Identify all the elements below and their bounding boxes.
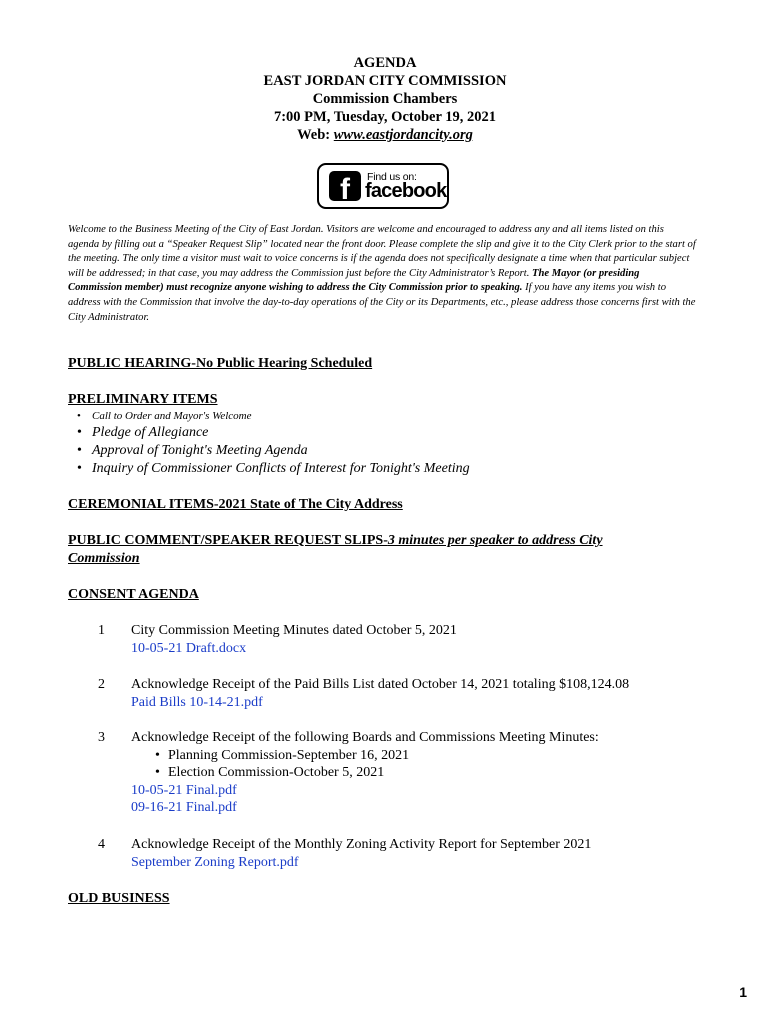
item-text: City Commission Meeting Minutes dated October 5, 2021 xyxy=(131,623,457,638)
facebook-badge[interactable] xyxy=(317,163,449,209)
item-text: Acknowledge Receipt of the Monthly Zoning Activity Report for September 2021 xyxy=(131,837,592,852)
item-text: Acknowledge Receipt of the Paid Bills List dated October 14, 2021 totaling $108,124.08 xyxy=(131,677,630,692)
list-item: • Inquiry of Commissioner Conflicts of Interest for Tonight's Meeting xyxy=(77,460,470,478)
agenda-header xyxy=(0,54,770,144)
attachment-link[interactable]: Paid Bills 10-14-21.pdf xyxy=(131,694,263,710)
minutes-sublist xyxy=(131,747,711,782)
item-number: 1 xyxy=(98,623,105,638)
section-consent: CONSENT AGENDA xyxy=(68,587,199,602)
public-comment-note-end: Commission xyxy=(68,551,140,566)
facebook-find-text: Find us on: xyxy=(367,171,417,183)
attachment-link[interactable]: 09-16-21 Final.pdf xyxy=(131,800,237,816)
header-datetime: 7:00 PM, Tuesday, October 19, 2021 xyxy=(273,109,497,125)
header-title: AGENDA xyxy=(353,55,417,71)
list-item: • Call to Order and Mayor's Welcome xyxy=(77,408,470,424)
item-number: 4 xyxy=(98,837,105,852)
list-item: • Pledge of Allegiance xyxy=(77,424,470,442)
public-comment-title: PUBLIC COMMENT/SPEAKER REQUEST SLIPS- xyxy=(68,533,388,548)
attachment-link[interactable]: 10-05-21 Final.pdf xyxy=(131,782,237,798)
section-preliminary: PRELIMINARY ITEMS xyxy=(68,392,218,407)
web-label: Web: xyxy=(297,127,331,143)
item-number: 2 xyxy=(98,677,105,692)
list-item: • Planning Commission-September 16, 2021 xyxy=(131,747,711,765)
header-location: Commission Chambers xyxy=(312,91,458,107)
welcome-text-2: If you have any items you wish to address with the Commission that involve the day-to-day operations of the City or its Departments, etc., please address those concerns first with the City Administrator. xyxy=(68,282,696,323)
welcome-text-1: Welcome to the Business Meeting of the City of East Jordan. Visitors are welcome and encouraged to address any and all items listed on this agenda by filling out a “Speaker Request Slip” located near the front door. Please complete the slip and give it to the City Clerk prior to the start of the meeting. The only time a visitor must wait to voice concerns is if the agenda does not specifically designate a time when that particular subject will be addressed; in that case, you may address the Commission just before the City Administrator’s Report. xyxy=(68,224,696,279)
attachment-link[interactable]: 10-05-21 Draft.docx xyxy=(131,640,247,656)
facebook-logo-icon: f xyxy=(329,171,361,201)
header-web xyxy=(0,126,770,144)
list-item: • Approval of Tonight's Meeting Agenda xyxy=(77,442,470,460)
page-number: 1 xyxy=(739,984,747,1000)
welcome-text-bold: The Mayor (or presiding Commission member) must recognize anyone wishing to address the City Commission prior to speaking. xyxy=(68,267,640,294)
section-old-business: OLD BUSINESS xyxy=(68,891,170,906)
section-ceremonial: CEREMONIAL ITEMS-2021 State of The City Address xyxy=(68,497,403,512)
item-text: Acknowledge Receipt of the following Boards and Commissions Meeting Minutes: xyxy=(131,730,599,745)
website-link[interactable]: www.eastjordancity.org xyxy=(333,127,473,143)
public-comment-note: 3 minutes per speaker to address City xyxy=(387,533,603,548)
section-public-comment xyxy=(68,532,688,568)
facebook-brand-text: facebook xyxy=(365,180,447,202)
preliminary-list xyxy=(77,408,470,478)
section-public-hearing: PUBLIC HEARING-No Public Hearing Scheduled xyxy=(68,356,373,371)
item-number: 3 xyxy=(98,730,105,745)
header-commission: EAST JORDAN CITY COMMISSION xyxy=(263,73,507,89)
welcome-paragraph xyxy=(68,223,696,325)
list-item: • Election Commission-October 5, 2021 xyxy=(131,764,711,782)
attachment-link[interactable]: September Zoning Report.pdf xyxy=(131,854,299,870)
